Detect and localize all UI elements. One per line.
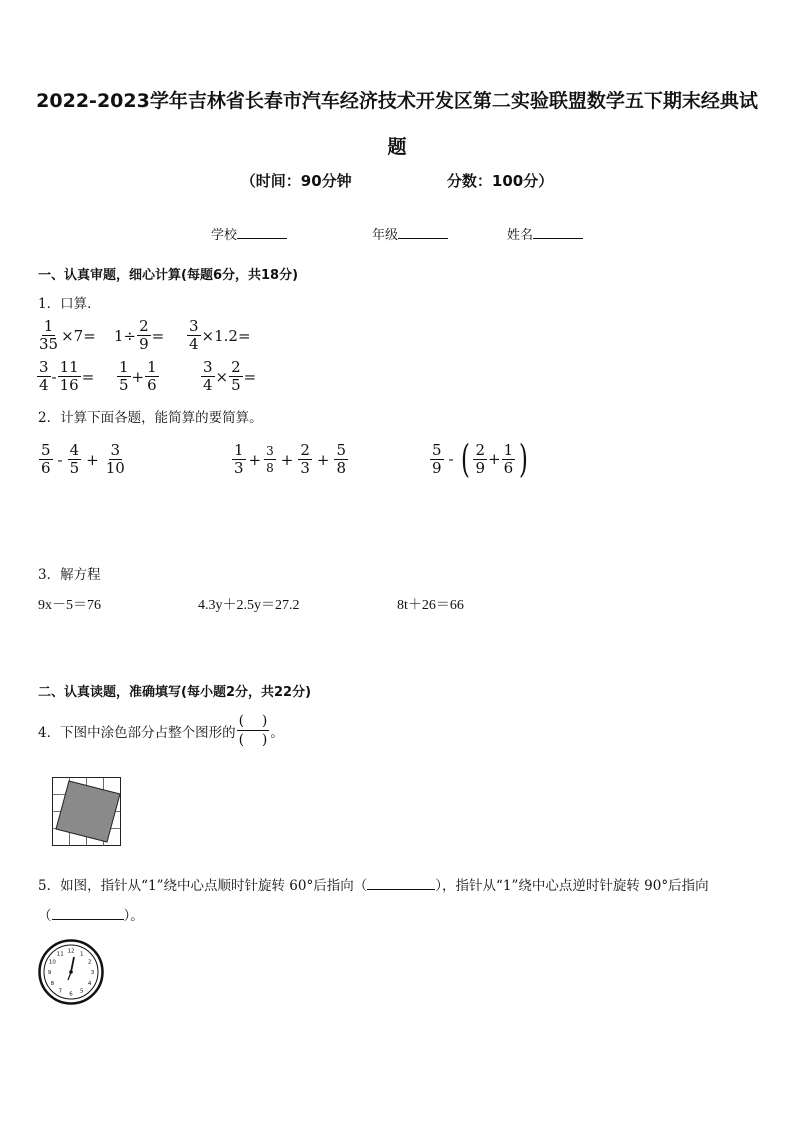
right-paren: ) xyxy=(519,437,528,481)
equation-3: 8t＋26＝66 xyxy=(397,598,464,613)
q1-item-1: $\frac{1}{35}$ ×7= xyxy=(39,317,96,353)
answer-fraction[interactable]: $\frac{( )}{( )}$ xyxy=(238,713,268,748)
clock-number: 3 xyxy=(90,970,95,976)
clock-figure xyxy=(37,936,105,1006)
school-label: 学校 xyxy=(211,228,238,243)
grade-field xyxy=(372,224,448,243)
clock-number: 9 xyxy=(47,970,52,976)
time-score-line xyxy=(0,170,794,191)
fraction: $\frac{5}{8}$ xyxy=(336,441,347,477)
fraction: $\frac{2}{9}$ xyxy=(139,317,149,353)
name-field xyxy=(507,224,583,243)
left-paren: ( xyxy=(460,437,470,481)
school-blank[interactable] xyxy=(237,224,287,239)
equation-2: 4.3y＋2.5y＝27.2 xyxy=(198,598,300,613)
q2-expression-1: $\frac{5}{6}$ - $\frac{4}{5}$ + $\frac{3}{10}$ xyxy=(41,441,125,477)
clock-number: 2 xyxy=(87,959,92,966)
clock-number: 7 xyxy=(58,988,62,995)
fraction: $\frac{1}{3}$ xyxy=(234,441,244,477)
title-line-1: 2022-2023学年吉林省长春市汽车经济技术开发区第二实验联盟数学五下期末经典试 xyxy=(36,90,758,112)
fraction: $\frac{3}{4}$ xyxy=(39,358,49,394)
q1-item-5: $\frac{1}{5}$ + $\frac{1}{6}$ xyxy=(119,358,157,394)
name-blank[interactable] xyxy=(533,224,583,239)
name-label: 姓名 xyxy=(507,228,534,243)
question-5-line-2: （ ）。 xyxy=(38,904,144,924)
q1-item-6: $\frac{3}{4}$ × $\frac{2}{5}$ = xyxy=(203,358,257,394)
fraction: $\frac{2}{5}$ xyxy=(231,358,241,394)
clock-number: 12 xyxy=(67,948,75,955)
grid-figure xyxy=(52,777,122,847)
clock-number: 4 xyxy=(87,980,92,987)
clock-hand xyxy=(71,957,74,972)
q2-expression-3: $\frac{5}{9}$ - ( $\frac{2}{9}$ + $\frac{1}{6}$ ) xyxy=(432,437,528,481)
q1-item-2: 1÷ $\frac{2}{9}$ = xyxy=(114,317,165,353)
question-4-label: 4．下图中涂色部分占整个图形的 xyxy=(38,724,236,741)
fraction: $\frac{3}{4}$ xyxy=(203,358,213,394)
school-field xyxy=(211,224,287,243)
title-line-2: 题 xyxy=(387,136,407,158)
fraction: $\frac{3}{8}$ xyxy=(266,444,274,475)
clock-number: 8 xyxy=(50,980,55,987)
grade-blank[interactable] xyxy=(398,224,448,239)
question-4: 4．下图中涂色部分占整个图形的 $\frac{( )}{( )}$ 。 xyxy=(38,713,284,748)
q1-item-3: $\frac{3}{4}$ ×1.2= xyxy=(189,317,251,353)
question-5-line-1: 5．如图，指针从“1”绕中心点顺时针旋转 60°后指向（ ），指针从“1”绕中心点逆时针旋转 90°后指向 xyxy=(38,874,709,894)
fraction: $\frac{1}{6}$ xyxy=(503,440,514,477)
fraction: $\frac{5}{6}$ xyxy=(41,441,51,477)
section-1-heading: 一、认真审题，细心计算(每题6分，共18分) xyxy=(38,268,299,283)
q1-item-4: $\frac{3}{4}$ - $\frac{11}{16}$ = xyxy=(39,358,95,394)
clock-number: 11 xyxy=(56,951,64,958)
time-label: （时间：90分钟 xyxy=(240,172,352,190)
fraction: $\frac{1}{6}$ xyxy=(147,358,157,394)
equation-1: 9x－5＝76 xyxy=(38,598,101,613)
clock-number: 5 xyxy=(80,988,84,995)
answer-blank-1[interactable] xyxy=(367,875,435,890)
fraction: $\frac{3}{10}$ xyxy=(105,441,125,477)
shaded-square xyxy=(56,781,120,842)
fraction: $\frac{2}{9}$ xyxy=(475,440,485,477)
fraction: $\frac{1}{35}$ xyxy=(39,317,59,353)
fraction: $\frac{1}{5}$ xyxy=(119,358,129,394)
page-title xyxy=(30,78,764,170)
question-2-label: 2．计算下面各题，能简算的要简算。 xyxy=(38,410,263,426)
clock-number: 1 xyxy=(80,951,84,958)
section-2-heading: 二、认真读题，准确填写(每小题2分，共22分) xyxy=(38,685,312,700)
clock-number: 6 xyxy=(69,991,73,998)
fraction: $\frac{2}{3}$ xyxy=(300,441,310,477)
question-3-label: 3．解方程 xyxy=(38,567,101,583)
fraction: $\frac{11}{16}$ xyxy=(59,358,79,394)
fraction: $\frac{5}{9}$ xyxy=(432,440,442,477)
q2-expression-2: $\frac{1}{3}$ + $\frac{3}{8}$ + $\frac{2}{3}$ + $\frac{5}{8}$ xyxy=(234,441,347,477)
grade-label: 年级 xyxy=(372,228,399,243)
fraction: $\frac{3}{4}$ xyxy=(189,317,199,353)
question-1-label: 1．口算． xyxy=(38,296,101,312)
score-label: 分数：100分） xyxy=(446,172,554,190)
answer-blank-2[interactable] xyxy=(52,905,124,920)
fraction: $\frac{4}{5}$ xyxy=(69,441,80,477)
clock-number: 10 xyxy=(48,959,56,966)
